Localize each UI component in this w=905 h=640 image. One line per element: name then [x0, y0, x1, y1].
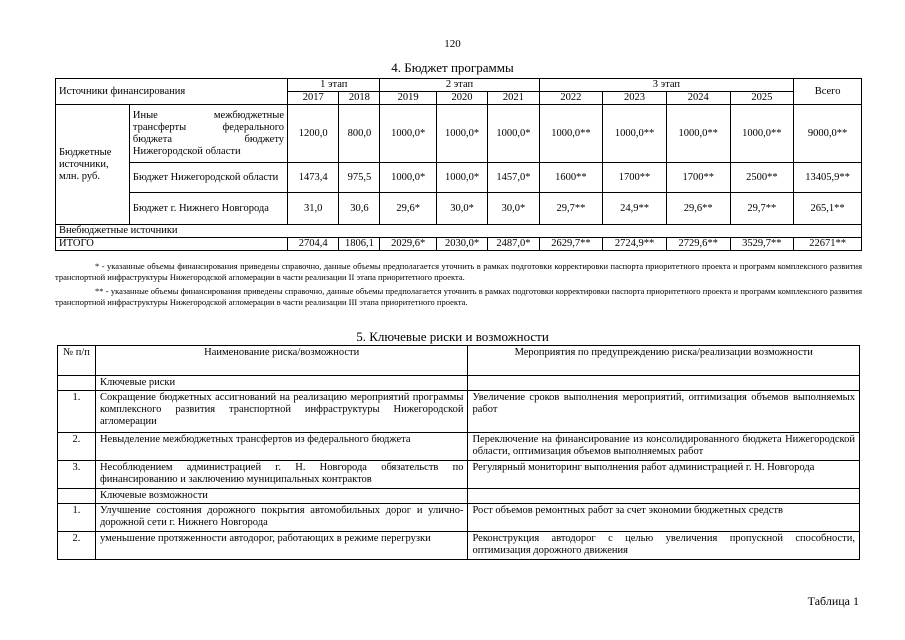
total-value: 2729,6**: [666, 238, 730, 251]
total-value: 2030,0*: [436, 238, 487, 251]
total-value: 2487,0*: [488, 238, 539, 251]
table-row: [56, 225, 862, 238]
value-cell: 29,7**: [730, 193, 794, 225]
value-cell: 1000,0*: [436, 163, 487, 193]
table-row: [56, 193, 862, 225]
header-year: 2024: [666, 92, 730, 105]
header-year: 2018: [339, 92, 380, 105]
table-row: [58, 532, 860, 560]
table-row: [58, 489, 860, 504]
row-label: Бюджет г. Нижнего Новгорода: [129, 193, 287, 225]
extra-budget-label: Внебюджетные источники: [56, 225, 862, 238]
table-row: [56, 105, 862, 163]
header-total: Всего: [794, 79, 862, 105]
table-row: [58, 376, 860, 391]
table-row: [56, 163, 862, 193]
total-value: 1806,1: [339, 238, 380, 251]
total-value: 3529,7**: [730, 238, 794, 251]
footnote-double-star: ** - указанные объемы финансирования приведены справочно, данные объемы предполагается уточнить в рамках подготовки корректировки паспорта приоритетного проекта и программ комплексного развития транспортной инфраструктуры Нижегородской агломерации в части реализации III этапа приоритетного проекта.: [55, 286, 862, 307]
value-cell: 24,9**: [603, 193, 667, 225]
value-cell: 1000,0**: [603, 105, 667, 163]
header-measures: Мероприятия по предупреждению риска/реализации возможности: [468, 346, 860, 376]
total-value: 2629,7**: [539, 238, 603, 251]
header-year: 2021: [488, 92, 539, 105]
value-cell: 1200,0: [288, 105, 339, 163]
header-num: № п/п: [58, 346, 96, 376]
value-cell: 1000,0**: [539, 105, 603, 163]
value-cell: 30,6: [339, 193, 380, 225]
risk-measure: Регулярный мониторинг выполнения работ администрацией г. Н. Новгорода: [468, 461, 860, 489]
value-cell: 29,6**: [666, 193, 730, 225]
risk-name: Сокращение бюджетных ассигнований на реализацию мероприятий программы комплексного развития транспортной инфраструктуры Нижегородской агломерации: [95, 391, 468, 433]
table-row: [58, 504, 860, 532]
risk-name: Невыделение межбюджетных трансфертов из федерального бюджета: [95, 433, 468, 461]
value-cell: 9000,0**: [794, 105, 862, 163]
value-cell: 1473,4: [288, 163, 339, 193]
total-value: 22671**: [794, 238, 862, 251]
value-cell: 29,7**: [539, 193, 603, 225]
total-row: [56, 238, 862, 251]
header-stage-1: 1 этап: [288, 79, 380, 92]
value-cell: 31,0: [288, 193, 339, 225]
risks-section-title: 5. Ключевые риски и возможности: [356, 329, 549, 344]
header-risk-name: Наименование риска/возможности: [95, 346, 468, 376]
header-year: 2019: [380, 92, 436, 105]
header-stage-2: 2 этап: [380, 79, 539, 92]
header-year: 2017: [288, 92, 339, 105]
row-number: 2.: [58, 532, 96, 560]
value-cell: 1000,0*: [380, 163, 436, 193]
value-cell: 1000,0*: [488, 105, 539, 163]
risks-group-label: Ключевые риски: [95, 376, 468, 391]
header-year: 2020: [436, 92, 487, 105]
row-label: Бюджет Нижегородской области: [129, 163, 287, 193]
risk-measure: Увеличение сроков выполнения мероприятий, оптимизация объемов выполняемых работ: [468, 391, 860, 433]
budget-table: [55, 78, 862, 251]
header-stage-3: 3 этап: [539, 79, 794, 92]
budget-group-label: Бюджетные источники, млн. руб.: [56, 105, 130, 225]
risk-measure: Переключение на финансирование из консолидированного бюджета Нижегородской области, оптимизация объемов выполняемых работ: [468, 433, 860, 461]
risks-table: [57, 345, 860, 560]
value-cell: 800,0: [339, 105, 380, 163]
total-value: 2029,6*: [380, 238, 436, 251]
total-value: 2704,4: [288, 238, 339, 251]
row-number: 2.: [58, 433, 96, 461]
opportunity-name: уменьшение протяженности автодорог, работающих в режиме перегрузки: [95, 532, 468, 560]
header-year: 2023: [603, 92, 667, 105]
value-cell: 1700**: [603, 163, 667, 193]
row-label: Иные межбюджетные трансферты федерального бюджета бюджету Нижегородской области: [129, 105, 287, 163]
opportunity-measure: Реконструкция автодорог с целью увеличения пропускной способности, оптимизация дорожного движения: [468, 532, 860, 560]
page-number: 120: [444, 38, 461, 50]
opportunity-name: Улучшение состояния дорожного покрытия автомобильных дорог и улично-дорожной сети г. Нижнего Новгорода: [95, 504, 468, 532]
row-number: 1.: [58, 391, 96, 433]
value-cell: 1457,0*: [488, 163, 539, 193]
table-row: [58, 461, 860, 489]
value-cell: 1000,0*: [380, 105, 436, 163]
table-row: [58, 433, 860, 461]
value-cell: 1600**: [539, 163, 603, 193]
value-cell: 1000,0**: [730, 105, 794, 163]
value-cell: 30,0*: [488, 193, 539, 225]
footnote-single-star: * - указанные объемы финансирования приведены справочно, данные объемы предполагается уточнить в рамках подготовки корректировки паспорта приоритетного проекта и программ комплексного развития транспортной инфраструктуры Нижегородской агломерации в части реализации II этапа приоритетного проекта.: [55, 261, 862, 282]
value-cell: 13405,9**: [794, 163, 862, 193]
value-cell: 2500**: [730, 163, 794, 193]
risk-name: Несоблюдением администрацией г. Н. Новгорода обязательств по финансированию и заключению муниципальных контрактов: [95, 461, 468, 489]
value-cell: 975,5: [339, 163, 380, 193]
table-label: Таблица 1: [807, 594, 859, 608]
value-cell: 30,0*: [436, 193, 487, 225]
total-label: ИТОГО: [56, 238, 288, 251]
total-value: 2724,9**: [603, 238, 667, 251]
header-year: 2022: [539, 92, 603, 105]
budget-section-title: 4. Бюджет программы: [391, 60, 514, 75]
value-cell: 1000,0*: [436, 105, 487, 163]
value-cell: 29,6*: [380, 193, 436, 225]
value-cell: 265,1**: [794, 193, 862, 225]
table-row: [58, 391, 860, 433]
row-number: 3.: [58, 461, 96, 489]
opportunity-measure: Рост объемов ремонтных работ за счет экономии бюджетных средств: [468, 504, 860, 532]
row-number: 1.: [58, 504, 96, 532]
value-cell: 1700**: [666, 163, 730, 193]
header-sources: Источники финансирования: [56, 79, 288, 105]
opportunities-group-label: Ключевые возможности: [95, 489, 468, 504]
value-cell: 1000,0**: [666, 105, 730, 163]
header-year: 2025: [730, 92, 794, 105]
